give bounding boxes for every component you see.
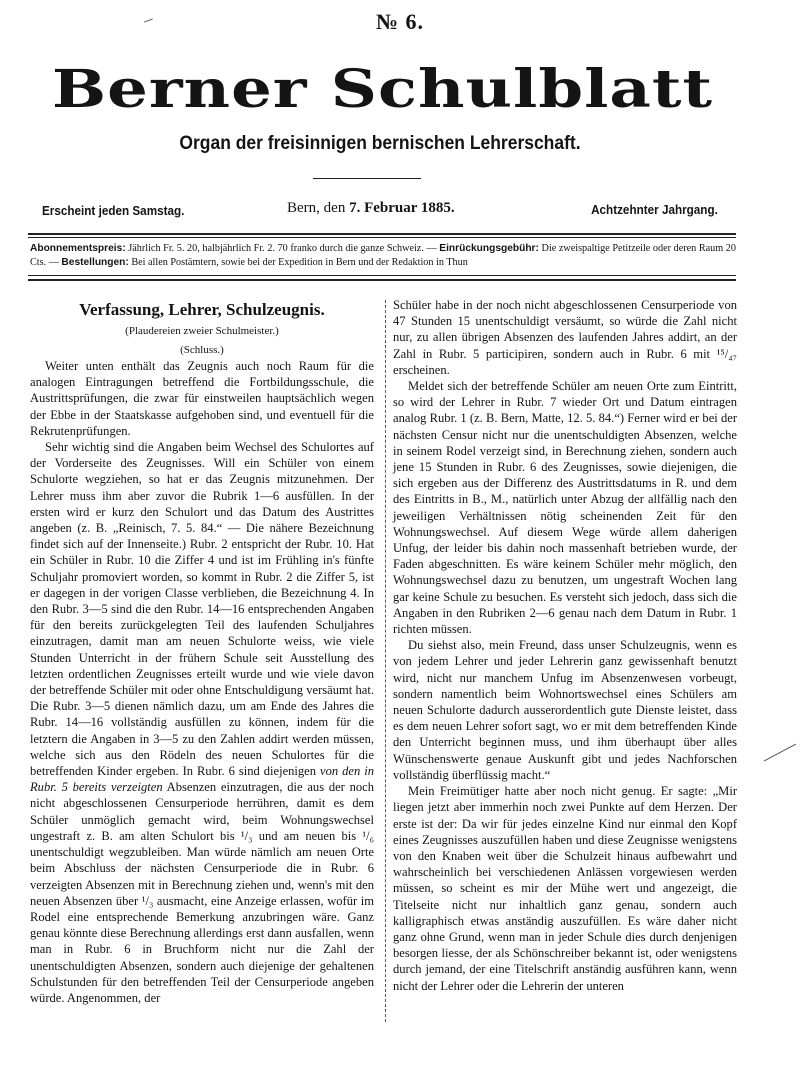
paragraph: Meldet sich der betreffende Schüler am neuen Orte zum Eintritt, so wird der Lehrer in Rubr. 7 wieder Ort und Datum eintragen analog Rubr. 1 (z. B. Bern, Matte, 12. 5. 84.“) Ferner wird er bei der nächsten Censur nicht nur die unentschuldigten Absenzen, welche in seinem Rodel verzeigt sind, in Berechnung ziehen, sondern auch jene 15 Stunden in Rubr. 6 des Zeugnisses, sowie diejenigen, die sich ergeben aus der Differenz des Austrittsdatums in R. und dem des Eintritts in B., M., natürlich unter Abzug der allfällig nach den jeweiligen Verhältnissen nötig scheinenden Zeit für den Wohnungswechsel. Auf diesem Wege würde allem daherigen Unfug, der leider bis dahin noch massenhaft betrieben wurde, der Faden abgeschnitten. Es wäre keinem Schüler mehr möglich, den Wohnungswechsel dazu zu benutzen, um ungestraft Wochen lang gar keine Schule zu besuchen. Es versteht sich jedoch, dass sich die Angaben in den Rubriken 2—6 genau nach dem Datum in Rubr. 1 richten müssen.	[393, 379, 737, 637]
volume-year: Achtzehnter Jahrgang.	[591, 202, 718, 217]
paragraph: Weiter unten enthält das Zeugnis auch noch Raum für die analogen Eintragungen betreffend die Fortbildungsschule, die Austrittsprüfungen, die zwar für einstweilen hauptsächlich wegen der Ebbe in der Staatskasse aufgehoben sind, und eventuell für die Rekrutenprüfungen.	[30, 359, 374, 438]
publication-frequency: Erscheint jeden Samstag.	[42, 203, 185, 218]
paragraph-text: Absenzen einzutragen, die aus der noch nicht abgeschlossenen Censurperiode herrühren, damit es dem Schüler unmöglich gemacht wird, beim Wohnungswechsel ungestraft z. B. am alten Schulort bis ¹/₃ und am neuen bis ¹/₆ unentschuldigt wegzubleiben. Man würde nämlich am neuen Orte beim Abschluss der nächsten Censurperiode die in Rubr. 6 verzeigten Absenzen mit in Berechnung ziehen und, wenn's mit den neuen Absenzen über ¹/₃ ausmacht, eine Anzeige erlassen, wofür im Rodel eine entsprechende Bemerkung anzubringen wäre. Ganz genau könnte diese Berechnung allerdings erst dann ausfallen, wenn man in Rubr. 6 in Bruchform nicht nur die Zahl der unentschuldigten Absenzen, sondern auch diejenige der gehaltenen Schulstunden für den betreffenden Teil der Censurperiode angeben würde. Angenommen, der	[30, 780, 374, 1005]
conclusion-note: (Schluss.)	[180, 344, 224, 356]
emphasis-text: von den in Rubr. 5 bereits verzeigten	[30, 764, 374, 795]
subscription-price-text: Jährlich Fr. 5. 20, halbjährlich Fr. 2. 70 franko durch die ganze Schweiz. —	[125, 243, 440, 254]
paragraph: Du siehst also, mein Freund, dass unser Schulzeugnis, wenn es von jedem Lehrer und jeder Lehrerin ganz gewissenhaft benutzt wird, nicht nur manchem Unfug im Absenzenwesen vorbeugt, sondern namentlich beim Wohnortswechsel eines Schülers am neuen Schulorte dadurch ausserordentlich gute Dienste leistet, dass es dem neuen Lehrer sofort sagt, wo er mit dem betreffenden Kinde den Unterricht beginnen muss, und ihm überhaupt über alles Wünschenswerte genaue Auskunft gibt und jedes Nachforschen vollständig überflüssig macht.“	[393, 638, 737, 782]
subscription-price-label: Abonnementspreis:	[30, 243, 126, 254]
column-left	[30, 300, 374, 1006]
dateline	[287, 200, 455, 217]
header-rule-bottom	[28, 279, 736, 281]
subscription-info	[30, 242, 736, 270]
article-title: Verfassung, Lehrer, Schulzeugnis.	[79, 300, 325, 319]
issue-number: № 6.	[375, 9, 425, 34]
title-divider	[313, 178, 421, 179]
header-rule-top-thin	[28, 237, 736, 238]
article-subtitle: (Plaudereien zweier Schulmeister.)	[125, 325, 279, 337]
pencil-mark	[764, 744, 796, 762]
dateline-date: 7. Februar 1885.	[349, 200, 455, 216]
insertion-fee-label: Einrückungsgebühr:	[439, 243, 539, 254]
paragraph-text: Sehr wichtig sind die Angaben beim Wechsel des Schulortes auf der Vorderseite des Zeugnisses. Will ein Schüler von einem Schulorte wegziehen, so hat er das Zeugnis mitzunehmen. Der Lehrer muss ihm aber zuvor die Rubrik 1—6 ausfüllen. In der ersten wird er kurz den Schulort und das Datum des Austrittes angeben (z. B. „Reinisch, 7. 5. 84.“ — Die nähere Bezeichnung findet sich auf der Innenseite.) Rubr. 2 entspricht der Rubr. 10. Hat ein Schüler in Rubr. 10 die Ziffer 4 und ist im Frühling in's fünfte Schuljahr promoviert worden, so kommt in Rubr. 2 die Ziffer 5, ist er dagegen in der vorigen Classe verblieben, die Bezeichnung 4. In den Rubr. 3—5 sind die den Rubr. 14—16 entsprechenden Angaben für den bereits zurückgelegten Teil des laufenden Schuljahres einzutragen, damit man am neuen Schulorte weiss, wie viele Stunden Unterricht in der frühern Schule seit Ausstellung des letzten ordentlichen Zeugnisses erteilt wurde und wie viele davon der betreffende Schüler mit oder ohne Entschuldigung versäumt hat. Die Rubr. 3—5 dienen nämlich dazu, um am Ende des Jahres die Rubr. 14—16 vollständig ausfüllen zu können, indem für die letztern die Angaben in 3—5 zu den Zahlen addirt werden müssen, welche sich aus den Rödeln des neuen Schulortes für die betreffenden Kinder ergeben. In Rubr. 6 sind diejenigen	[30, 440, 374, 779]
paragraph	[30, 439, 374, 1006]
header-rule-top	[28, 233, 736, 235]
dateline-prefix: Bern, den	[287, 200, 350, 216]
column-divider	[385, 300, 386, 1022]
insertion-fee-text: Die zweispaltige Petitzeile oder deren Raum 20 Cts. —	[30, 243, 736, 268]
header-rule-bottom-thin	[28, 275, 736, 276]
masthead-title: Berner Schulblatt	[52, 58, 713, 121]
column-right	[393, 297, 737, 994]
orders-label: Bestellungen:	[61, 257, 129, 268]
masthead-subtitle: Organ der freisinnigen bernischen Lehrerschaft.	[179, 133, 581, 154]
paragraph: Mein Freimütiger hatte aber noch nicht genug. Er sagte: „Mir liegen jetzt aber immerhin noch zwei Punkte auf dem Herzen. Der erste ist der: Da wir für jedes einzelne Kind nur einmal den Kopf eines Zeugnisses auszufüllen haben und diese Zeugnisse wenigstens von den Knaben weit über die Schulzeit hinaus aufbewahrt und wahrscheinlich bei verschiedenen Anlässen vorgewiesen werden müssen, so scheint es mir der Mühe wert und angezeigt, die Titelseite nicht nur inhaltlich ganz genau, sondern auch kalligraphisch etwas anständig auszufüllen. Es wäre daher nicht ganz ohne Grund, wenn man in jeder Schule dies durch denjenigen besorgen liesse, der als Schönschreiber bekannt ist, oder wenigstens durch jemand, der eine Titelschrift anständig ausführen kann, wenn nicht der Lehrer oder die Lehrerin der unteren	[393, 784, 737, 993]
orders-text: Bei allen Postämtern, sowie bei der Expedition in Bern und der Redaktion in Thun	[128, 257, 468, 268]
paragraph: Schüler habe in der noch nicht abgeschlossenen Censurperiode von 47 Stunden 15 unentschuldigt versäumt, so würde die Zahl nicht nur, zu allen übrigen Absenzen des laufenden Jahres addirt, an der Zahl in Rubr. 5 participiren, sondern auch in Rubr. 6 mit ¹⁵/₄₇ erscheinen.	[393, 298, 737, 377]
